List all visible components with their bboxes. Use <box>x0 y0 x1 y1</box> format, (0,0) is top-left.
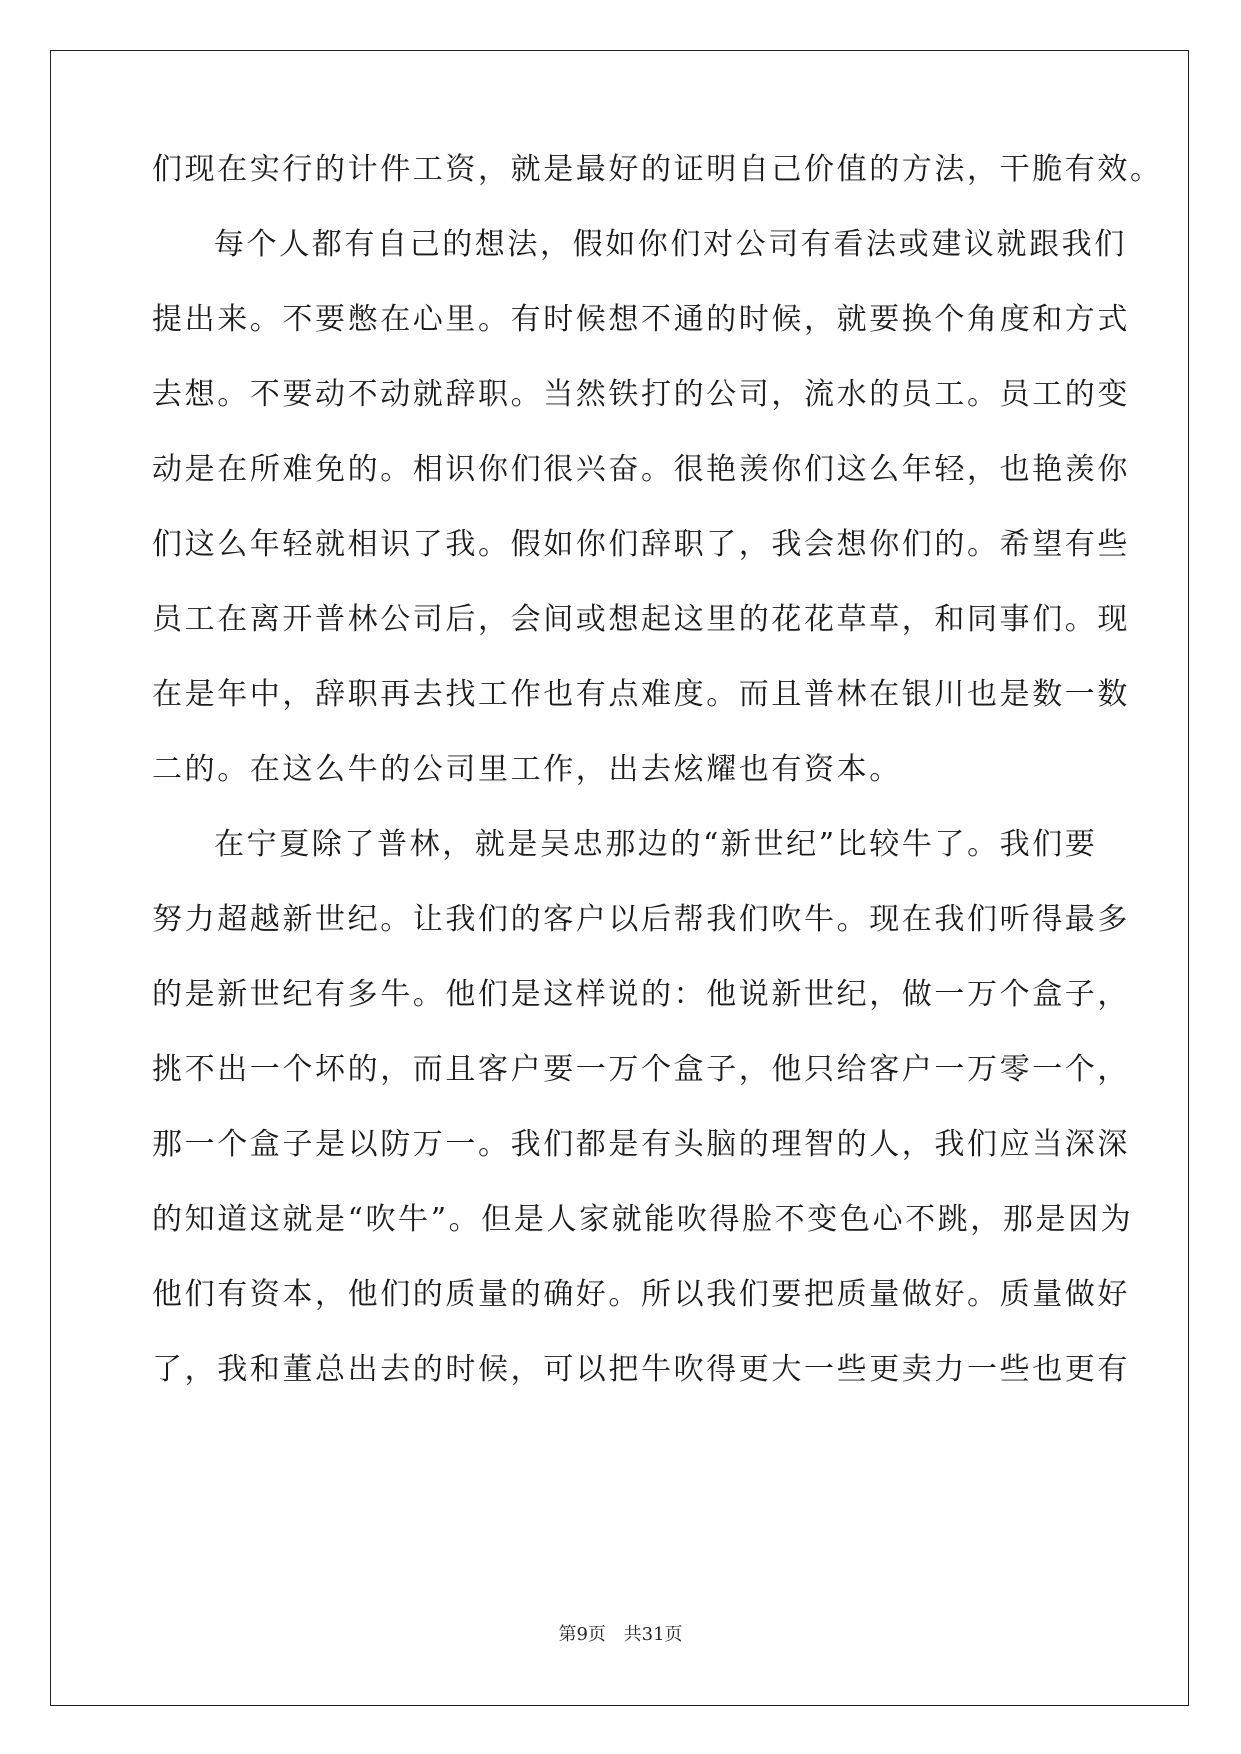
page-footer <box>0 1623 1241 1647</box>
text-line: 们现在实行的计件工资，就是最好的证明自己价值的方法，干脆有效。 <box>152 152 1163 187</box>
text-line: 员工在离开普林公司后，会间或想起这里的花花草草，和同事们。现 <box>152 602 1130 637</box>
text-line: 提出来。不要憋在心里。有时候想不通的时候，就要换个角度和方式 <box>152 302 1130 337</box>
paragraph-first-line: 每个人都有自己的想法，假如你们对公司有看法或建议就跟我们 <box>214 227 1127 262</box>
text-line: 那一个盒子是以防万一。我们都是有头脑的理智的人，我们应当深深 <box>152 1127 1130 1162</box>
text-line: 动是在所难免的。相识你们很兴奋。很艳羡你们这么年轻，也艳羡你 <box>152 452 1130 487</box>
text-line: 在是年中，辞职再去找工作也有点难度。而且普林在银川也是数一数 <box>152 677 1130 712</box>
text-line: 的是新世纪有多牛。他们是这样说的：他说新世纪，做一万个盒子， <box>152 977 1130 1012</box>
page-number: 第9页 <box>558 1624 606 1645</box>
page-total: 共31页 <box>623 1624 683 1645</box>
page-border <box>50 50 1189 1706</box>
paragraph-first-line: 在宁夏除了普林，就是吴忠那边的“新世纪”比较牛了。我们要 <box>214 827 1098 862</box>
text-line: 努力超越新世纪。让我们的客户以后帮我们吹牛。现在我们听得最多 <box>152 902 1130 937</box>
text-line: 的知道这就是“吹牛”。但是人家就能吹得脸不变色心不跳，那是因为 <box>152 1202 1134 1237</box>
text-line: 二的。在这么牛的公司里工作，出去炫耀也有资本。 <box>152 752 902 787</box>
text-line: 他们有资本，他们的质量的确好。所以我们要把质量做好。质量做好 <box>152 1277 1130 1312</box>
text-line: 挑不出一个坏的，而且客户要一万个盒子，他只给客户一万零一个， <box>152 1052 1130 1087</box>
text-line: 去想。不要动不动就辞职。当然铁打的公司，流水的员工。员工的变 <box>152 377 1130 412</box>
text-line: 了，我和董总出去的时候，可以把牛吹得更大一些更卖力一些也更有 <box>152 1352 1130 1387</box>
text-line: 们这么年轻就相识了我。假如你们辞职了，我会想你们的。希望有些 <box>152 527 1130 562</box>
